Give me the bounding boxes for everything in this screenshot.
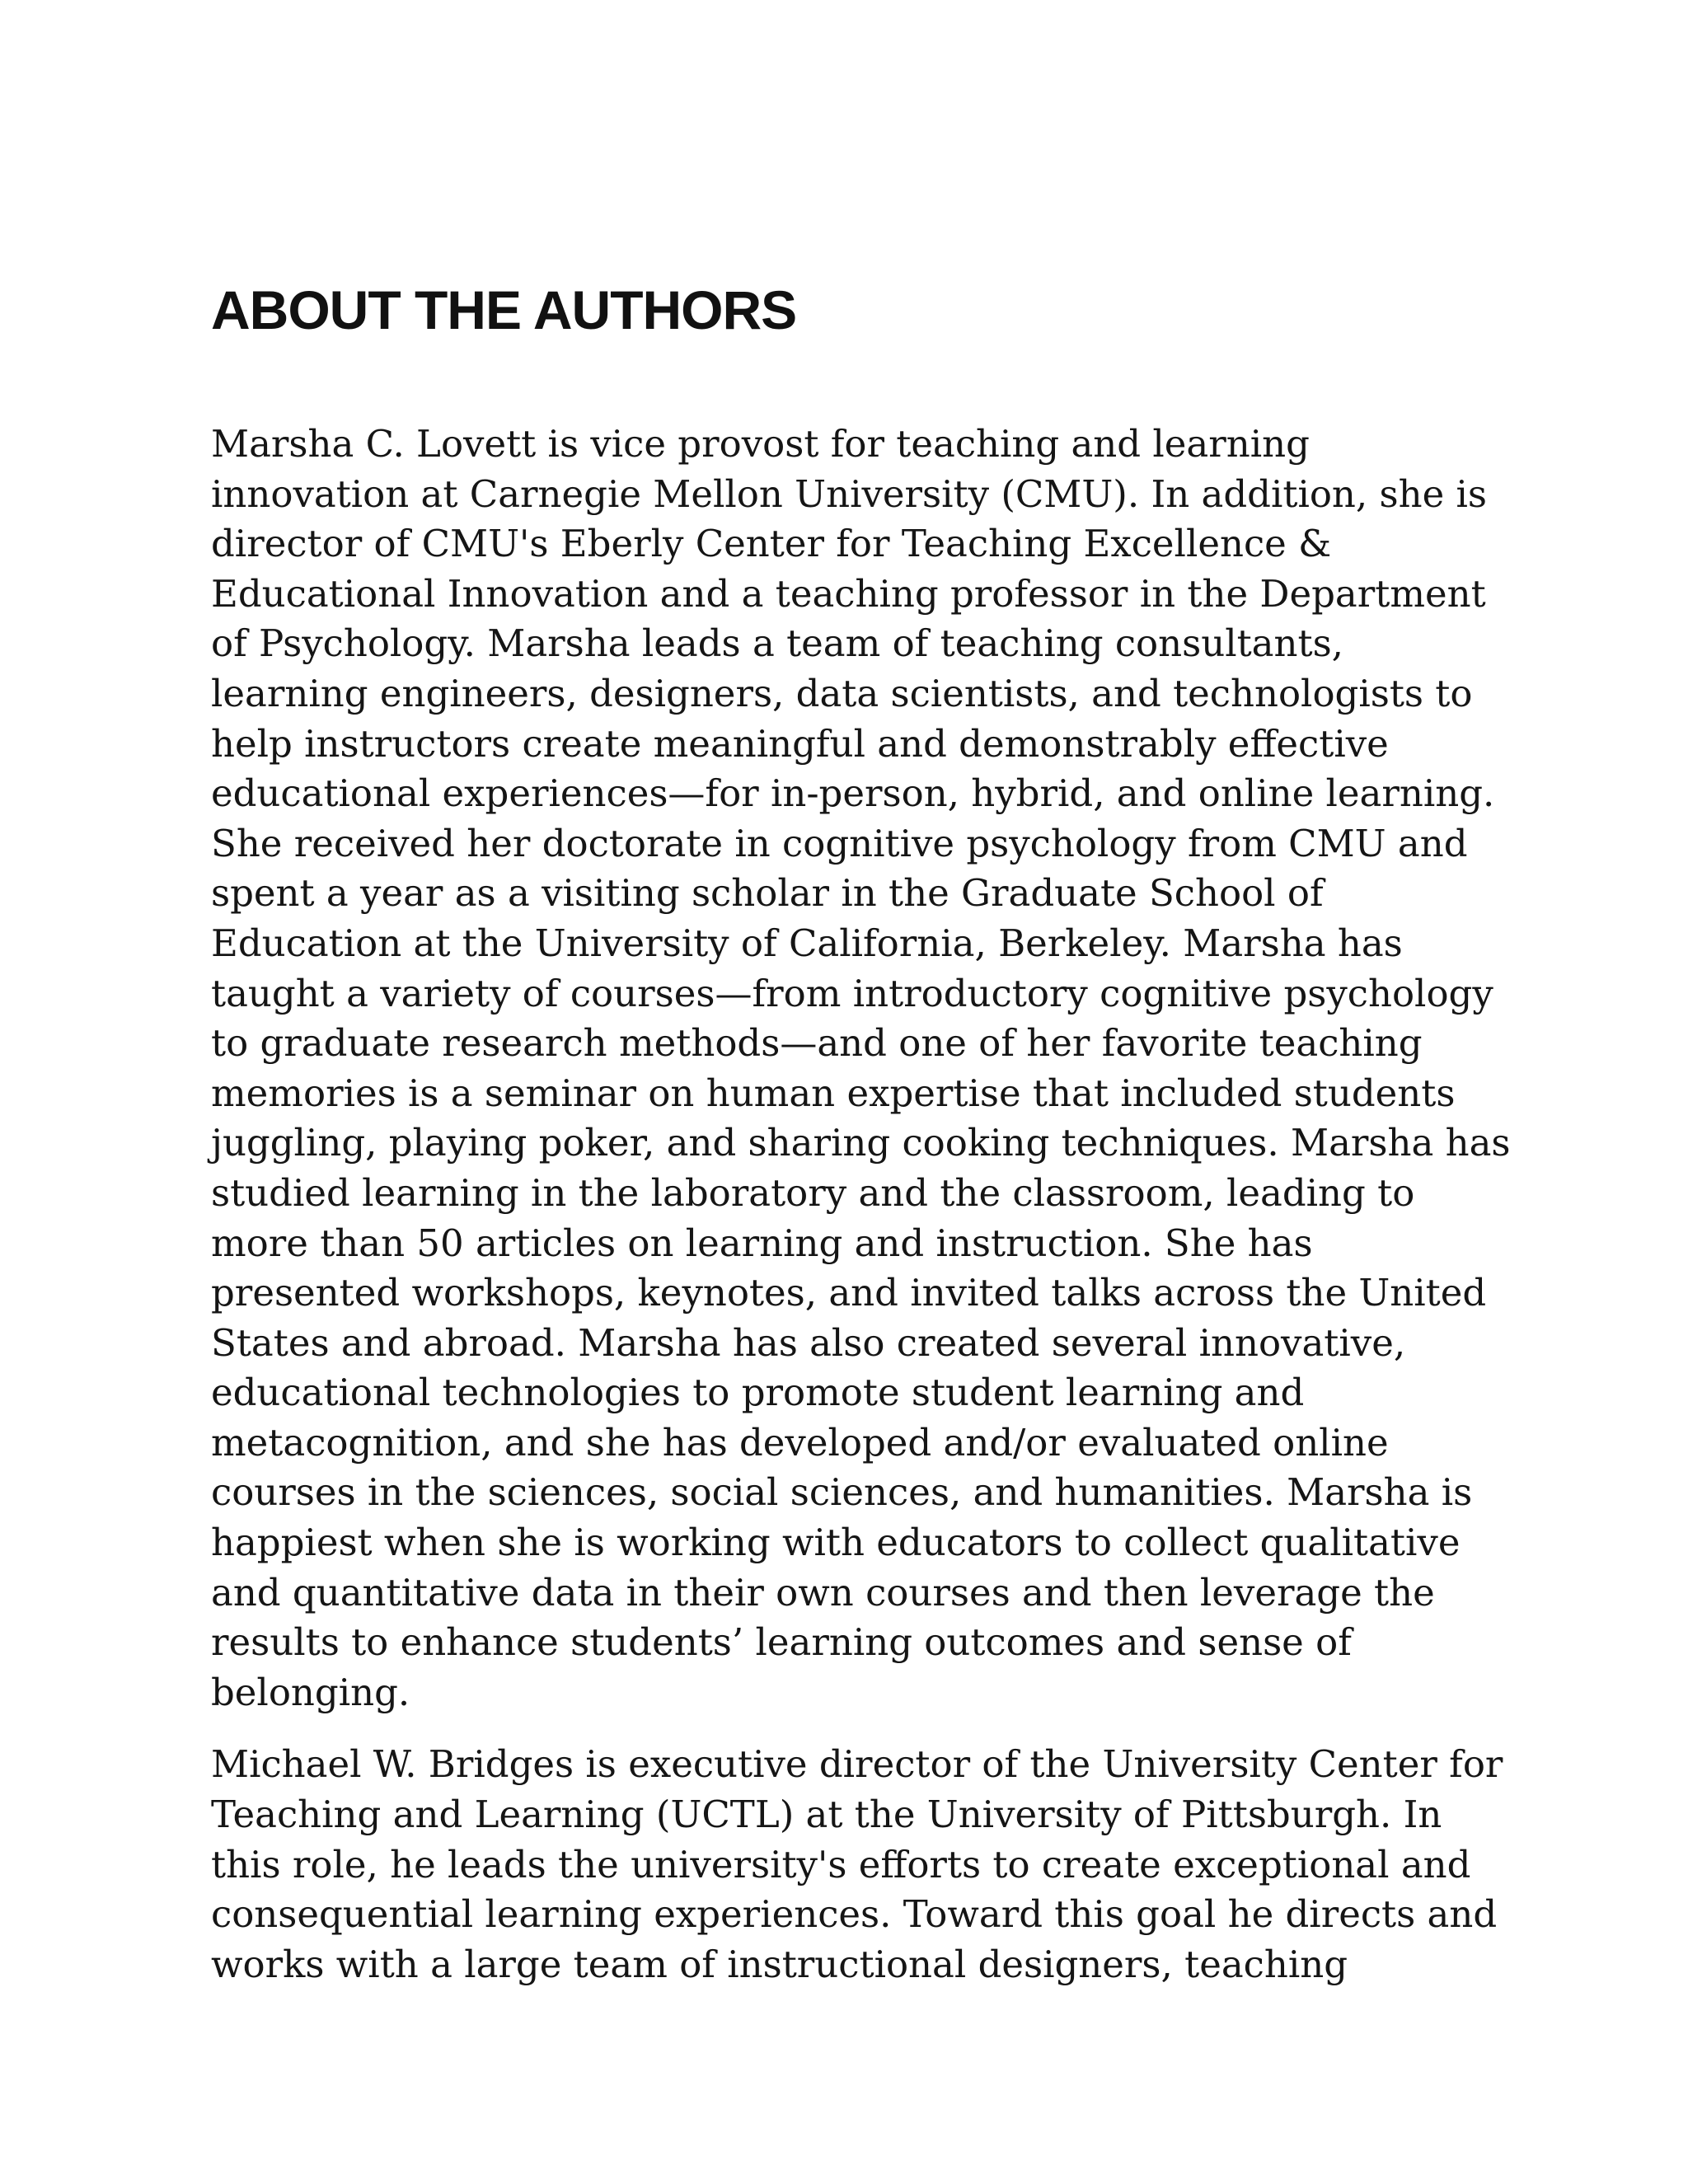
text-line: consequential learning experiences. Toward this goal he directs and xyxy=(211,1892,1498,1937)
text-line: metacognition, and she has developed and/or evaluated online xyxy=(211,1420,1389,1465)
text-line: juggling, playing poker, and sharing cooking techniques. Marsha has xyxy=(211,1121,1511,1165)
text-line: and quantitative data in their own courses and then leverage the xyxy=(211,1570,1435,1615)
text-line: Marsha C. Lovett is vice provost for teaching and learning xyxy=(211,422,1310,466)
text-line: spent a year as a visiting scholar in the Graduate School of xyxy=(211,871,1324,916)
text-line: innovation at Carnegie Mellon University (CMU). In addition, she is xyxy=(211,471,1488,516)
text-line: Teaching and Learning (UCTL) at the University of Pittsburgh. In xyxy=(211,1793,1442,1837)
text-line: results to enhance students’ learning outcomes and sense of xyxy=(211,1620,1352,1665)
text-line: to graduate research methods—and one of her favorite teaching xyxy=(211,1021,1423,1066)
text-line: presented workshops, keynotes, and invited talks across the United xyxy=(211,1271,1487,1315)
page-content xyxy=(211,279,1511,1990)
michael-bridges-bio xyxy=(211,1740,1503,1990)
text-line: help instructors create meaningful and demonstrably effective xyxy=(211,721,1389,766)
text-line: works with a large team of instructional designers, teaching xyxy=(211,1942,1348,1986)
section-heading: ABOUT THE AUTHORS xyxy=(211,279,797,340)
text-line: Educational Innovation and a teaching professor in the Department xyxy=(211,571,1486,616)
text-line: She received her doctorate in cognitive psychology from CMU and xyxy=(211,821,1468,865)
text-line: studied learning in the laboratory and the classroom, leading to xyxy=(211,1170,1415,1215)
text-line: States and abroad. Marsha has also created several innovative, xyxy=(211,1320,1406,1365)
text-line: learning engineers, designers, data scientists, and technologists to xyxy=(211,671,1473,715)
text-line: happiest when she is working with educators to collect qualitative xyxy=(211,1521,1461,1565)
paragraph-gap xyxy=(211,1718,1480,1740)
text-line: courses in the sciences, social sciences, and humanities. Marsha is xyxy=(211,1470,1473,1515)
text-line: educational technologies to promote student learning and xyxy=(211,1371,1305,1415)
text-line: director of CMU's Eberly Center for Teaching Excellence & xyxy=(211,522,1332,566)
marsha-lovett-bio xyxy=(211,419,1511,1718)
text-line: educational experiences—for in-person, hybrid, and online learning. xyxy=(211,771,1495,816)
text-line: belonging. xyxy=(211,1670,410,1714)
text-line: taught a variety of courses—from introductory cognitive psychology xyxy=(211,971,1493,1015)
text-line: Michael W. Bridges is executive director of the University Center for xyxy=(211,1742,1503,1787)
text-line: more than 50 articles on learning and instruction. She has xyxy=(211,1221,1313,1265)
text-line: this role, he leads the university's efforts to create exceptional and xyxy=(211,1842,1471,1886)
body-text xyxy=(211,341,1511,1990)
text-line: Education at the University of California, Berkeley. Marsha has xyxy=(211,921,1403,965)
text-line: of Psychology. Marsha leads a team of teaching consultants, xyxy=(211,621,1343,666)
text-line: memories is a seminar on human expertise that included students xyxy=(211,1071,1456,1115)
